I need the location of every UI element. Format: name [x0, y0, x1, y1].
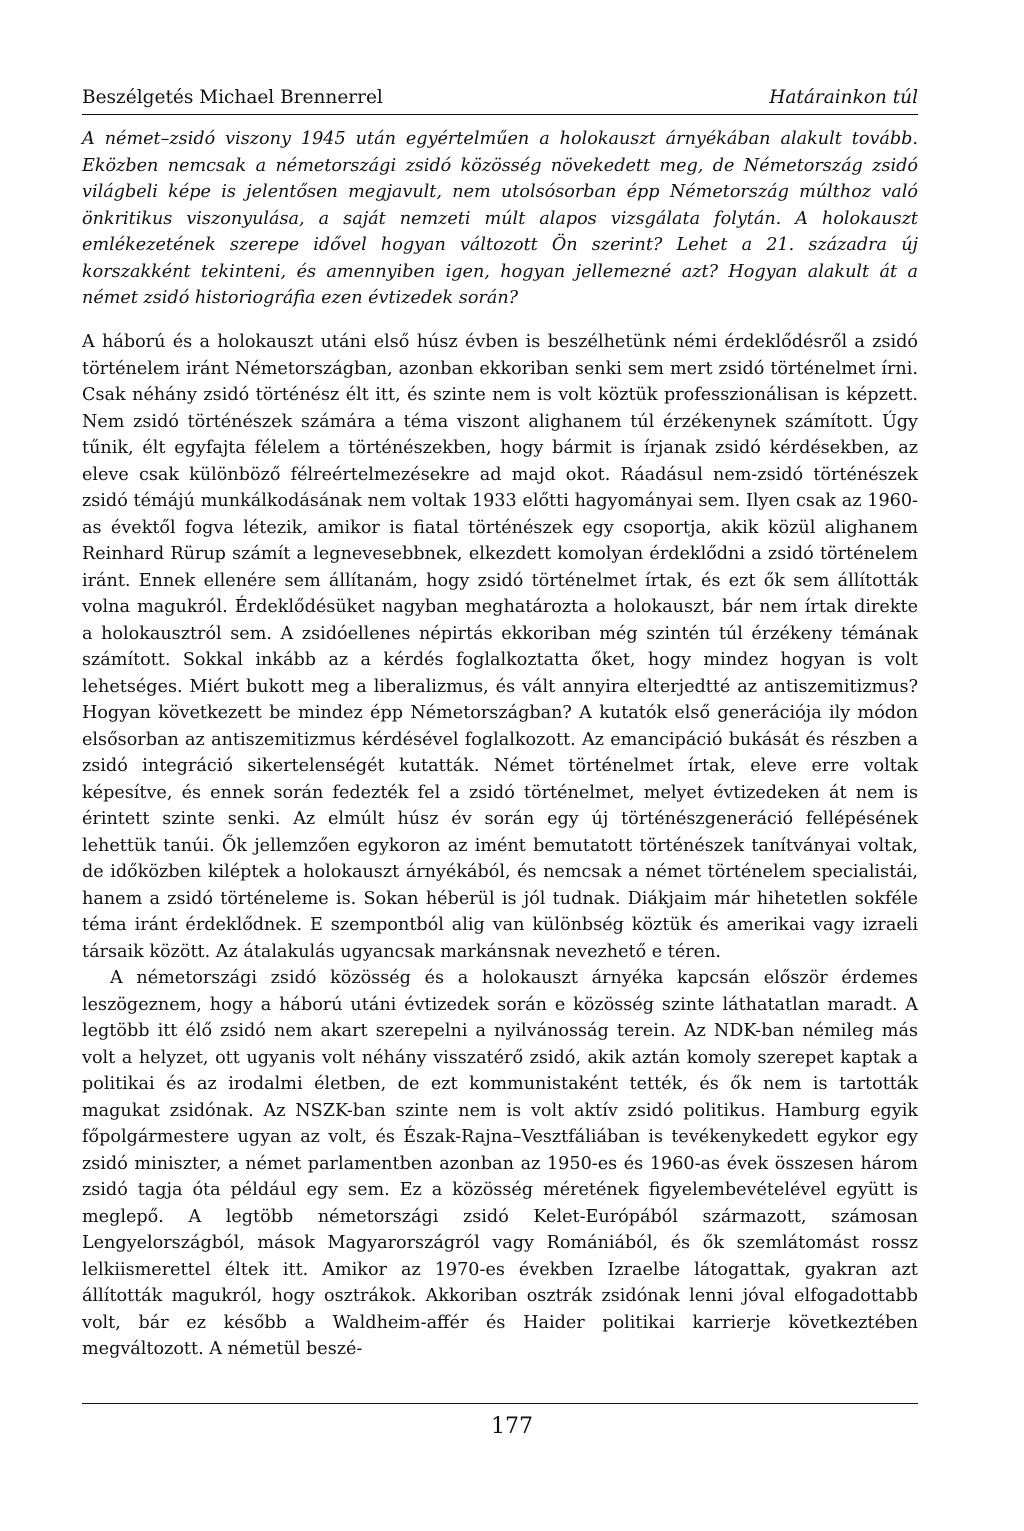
footer-rule [82, 1403, 918, 1404]
interview-question: A német–zsidó viszony 1945 után egyértelműen a holokauszt árnyékában alakult tovább. Eközben nemcsak a németországi zsidó közösség növekedett meg, de Németország zsidó világbeli képe is jelentősen megjavult, nem utolsósorban épp Németország múlthoz való önkritikus viszonyulása, a saját nemzeti múlt alapos vizsgálata folytán. A holokauszt emlékezetének szerepe idővel hogyan változott Ön szerint? Lehet a 21. századra új korszakként tekinteni, és amennyiben igen, hogyan jellemezné azt? Hogyan alakult át a német zsidó historiográfia ezen évtizedek során? [82, 129, 918, 308]
header-rule [82, 114, 918, 115]
paragraph: A háború és a holokauszt utáni első húsz évben is beszélhetünk némi érdeklődésről a zsidó történelem iránt Németországban, azonban ekkoriban senki sem mert zsidó történelmet írni. Csak néhány zsidó történész élt itt, és szinte nem is volt köztük professzionálisan is képzett. Nem zsidó történészek számára a téma viszont alighanem túl érzékenynek számított. Úgy tűnik, élt egyfajta félelem a történészekben, hogy bármit is írjanak zsidó kérdésekben, az eleve csak különböző félreértelmezésekre ad majd okot. Ráadásul nem-zsidó történészek zsidó témájú munkálkodásának nem voltak 1933 előtti hagyományai sem. Ilyen csak az 1960-as évektől fogva létezik, amikor is fiatal történészek egy csoportja, akik közül alighanem Reinhard Rürup számít a legnevesebbnek, elkezdett komolyan érdeklődni a zsidó történelem iránt. Ennek ellenére sem állítanám, hogy zsidó történelmet írtak, és ezt ők sem állították volna magukról. Érdeklődésüket nagyban meghatározta a holokauszt, bár nem írtak direkte a holokausztról sem. A zsidóellenes népirtás ekkoriban még szintén túl érzékeny témának számított. Sokkal inkább az a kérdés foglalkoztatta őket, hogy mindez hogyan is volt lehetséges. Miért bukott meg a liberalizmus, és vált annyira elterjedtté az antiszemitizmus? Hogyan következett be mindez épp Németországban? A kutatók első generációja ily módon elsősorban az antiszemitizmus kérdésével foglalkozott. Az emancipáció bukását és részben a zsidó integráció sikertelenségét kutatták. Német történelmet írtak, eleve erre voltak képesítve, és ennek során fedezték fel a zsidó történelmet, melyet évtizedeken át nem is érintett szinte senki. Az elmúlt húsz év során egy új történészgeneráció fellépésének lehettük tanúi. Ők jellemzően egykoron az imént bemutatott történészek tanítványai voltak, de időközben kiléptek a holokauszt árnyékából, és nemcsak a német történelem specialistái, hanem a zsidó történeleme is. Sokan héberül is jól tudnak. Diákjaim már hihetetlen sokféle téma iránt érdeklődnek. E szempontból alig van különbség köztük és amerikai vagy izraeli társaik között. Az átalakulás ugyancsak markánsnak nevezhető e téren. [82, 332, 918, 962]
running-head-left: Beszélgetés Michael Brennerrel [82, 87, 383, 108]
paragraph: A németországi zsidó közösség és a holokauszt árnyéka kapcsán először érdemes leszögeznem, hogy a háború utáni évtizedek során e közösség szinte láthatatlan maradt. A legtöbb itt élő zsidó nem akart szerepelni a nyilvánosság terein. Az NDK-ban némileg más volt a helyzet, ott ugyanis volt néhány visszatérő zsidó, akik aztán komoly szerepet kaptak a politikai és az irodalmi életben, de ezt kommunistaként tették, és ők nem is tartották magukat zsidónak. Az NSZK-ban szinte nem is volt aktív zsidó politikus. Hamburg egyik főpolgármestere ugyan az volt, és Észak-Rajna–Vesztfáliában is tevékenykedett egykor egy zsidó miniszter, a német parlamentben azonban az 1950-es és 1960-as évek összesen három zsidó tagja óta például egy sem. Ez a közösség méretének figyelembevételével együtt is meglepő. A legtöbb németországi zsidó Kelet-Európából származott, számosan Lengyelországból, mások Magyarországról vagy Romániából, és ők szemlátomást rossz lelkiismerettel éltek itt. Amikor az 1970-es években Izraelbe látogattak, gyakran azt állították magukról, hogy osztrákok. Akkoriban osztrák zsidónak lenni jóval elfogadottabb volt, bár ez később a Waldheim-affér és Haider politikai karrierje következtében megváltozott. A németül beszé- [82, 968, 918, 1359]
running-head [82, 86, 918, 110]
page-number: 177 [491, 1414, 533, 1439]
running-head-right: Határainkon túl [769, 87, 918, 108]
answer-text [82, 329, 918, 1363]
